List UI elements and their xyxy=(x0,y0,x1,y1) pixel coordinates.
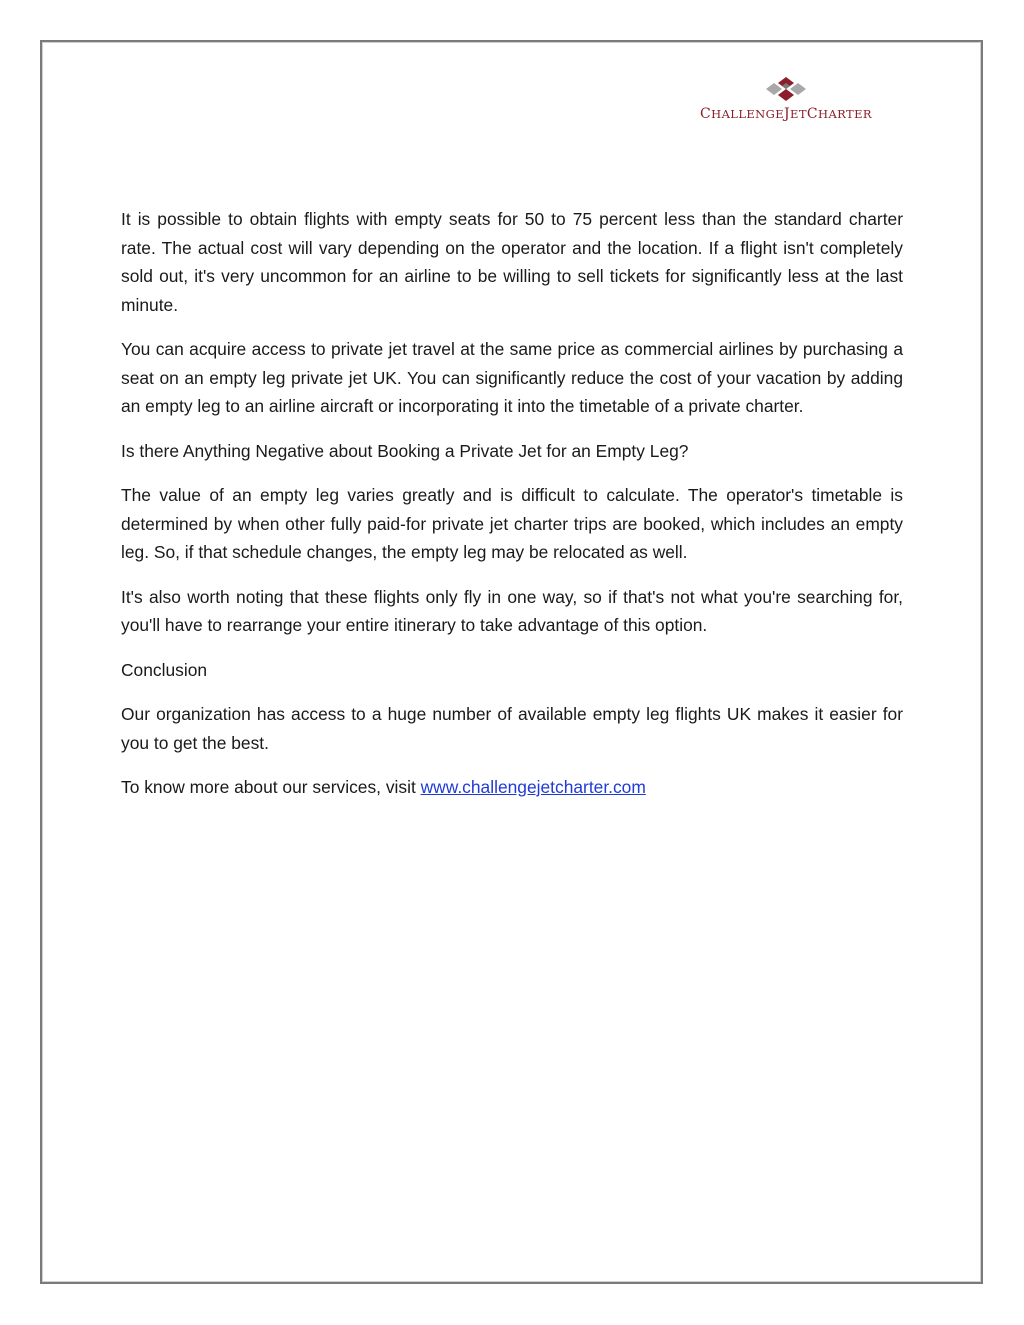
paragraph-3: The value of an empty leg varies greatly and is difficult to calculate. The operator's timetable is determined by when other fully paid-for private jet charter trips are booked, which includes an empty leg. So, if that schedule changes, the empty leg may be relocated as well. xyxy=(121,485,903,562)
paragraph-5: Our organization has access to a huge number of available empty leg flights UK makes it easier for you to get the best. xyxy=(121,704,903,753)
company-logo xyxy=(696,76,876,156)
diamond-logo-icon xyxy=(758,76,814,102)
section-heading-conclusion: Conclusion xyxy=(121,659,208,680)
section-heading-negative: Is there Anything Negative about Booking a Private Jet for an Empty Leg? xyxy=(121,440,689,461)
logo-wordmark: CHALLENGEJETCHARTER xyxy=(700,106,872,122)
visit-text: To know more about our services, visit xyxy=(121,777,421,797)
document-body xyxy=(121,205,903,818)
paragraph-6 xyxy=(121,773,903,802)
paragraph-1: It is possible to obtain flights with empty seats for 50 to 75 percent less than the standard charter rate. The actual cost will vary depending on the operator and the location. If a flight isn't completely sold out, it's very uncommon for an airline to be willing to sell tickets for significantly less at the last minute. xyxy=(121,209,903,315)
paragraph-2: You can acquire access to private jet travel at the same price as commercial airlines by purchasing a seat on an empty leg private jet UK. You can significantly reduce the cost of your vacation by adding an empty leg to an airline aircraft or incorporating it into the timetable of a private charter. xyxy=(121,339,903,416)
website-link[interactable]: www.challengejetcharter.com xyxy=(420,777,646,797)
paragraph-4: It's also worth noting that these flights only fly in one way, so if that's not what you're searching for, you'll have to rearrange your entire itinerary to take advantage of this option. xyxy=(121,586,903,635)
